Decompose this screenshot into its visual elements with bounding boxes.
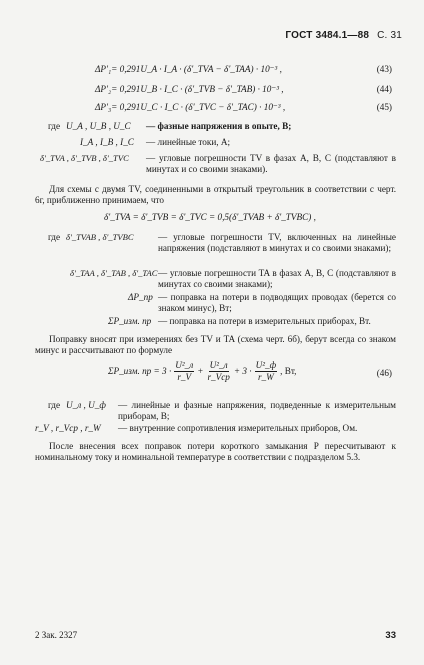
page-number-bottom: 33 <box>385 629 396 641</box>
definition-symbol: ΔP_пр <box>128 292 153 302</box>
equation-43 <box>95 64 282 75</box>
definition-text: — фазные напряжения в опыте, В; <box>146 121 292 131</box>
equation-number: (46) <box>376 368 392 378</box>
paragraph: После внесения всех поправок потери короткого замыкания P пересчитывают к номинальному току и номинальной температуре в соответствии с подразделом 5.3. <box>35 441 396 462</box>
definition-text: — поправка на потери в измерительных приборах, Вт. <box>158 316 371 326</box>
definition-symbol: δ'_TAA , δ'_TAB , δ'_TAC <box>70 268 158 278</box>
equation-text: ΔP'₃= 0,291U_C · I_C · (δ'_TVC − δ'_TAC) · 10⁻³ , <box>95 102 286 112</box>
definition-text: — внутренние сопротивления измерительных приборов, Ом. <box>118 423 358 433</box>
definition-symbol: r_V , r_Vср , r_W <box>35 423 101 433</box>
fraction: $\frac{\text{U²\_ф}}{r\_W}$ <box>255 360 277 382</box>
definition-text: — поправка на потери в подводящих проводах (берется со знаком минус), Вт; <box>158 292 396 313</box>
standard-title: ГОСТ 3484.1—88 <box>285 30 370 41</box>
definition-text: — угловые погрешности TV, включенных на линейные напряжения (подставляют в минутах и со своими знаками); <box>158 232 396 253</box>
page-header <box>285 30 402 42</box>
fraction: $\frac{\text{U²\_л}}{r\_V}$ <box>175 360 194 382</box>
equation-44 <box>95 84 284 95</box>
definition-text: — линейные и фазные напряжения, подведенные к измерительным приборам, В; <box>118 400 396 421</box>
fraction: $\frac{\text{U²\_л}}{\text{r\_Vср}}$ <box>207 360 230 382</box>
equation-text: ΔP'₂= 0,291U_B · I_C · (δ'_TVB − δ'_TAB) · 10⁻³ , <box>95 84 284 94</box>
definition-text: — угловые погрешности TA в фазах А, В, С (подставляют в минутах со своими знаками); <box>158 268 396 289</box>
definition-prefix: где <box>48 121 61 131</box>
definition-text: — линейные токи, А; <box>146 137 231 147</box>
order-number: 2 Зак. 2327 <box>35 630 78 641</box>
paragraph: Для схемы с двумя TV, соединенными в открытый треугольник в соответствии с черт. 6г, приближенно принимаем, что <box>35 184 396 205</box>
equation-text: ΔP'₁= 0,291U_A · I_A · (δ'_TVA − δ'_TAA) · 10⁻³ , <box>95 64 282 74</box>
equation-45 <box>95 102 285 113</box>
paragraph: Поправку вносят при измерениях без TV и TA (схема черт. 6б), берут всегда со знаком минус и рассчитывают по формуле <box>35 334 396 355</box>
equation-number: (43) <box>376 64 392 74</box>
definition-text: — угловые погрешности TV в фазах А, В, С (подставляют в минутах и со своими знаками). <box>146 153 397 174</box>
equation-number: (44) <box>376 84 392 94</box>
definition-symbol: U_A , U_B , U_C <box>66 121 131 131</box>
definition-symbol: U_л , U_ф <box>66 400 106 410</box>
definition-symbol: ΣP_изм. пр <box>108 316 152 326</box>
definition-symbol: δ'_TVA , δ'_TVB , δ'_TVC <box>40 153 129 163</box>
equation-angular: δ'_TVA = δ'_TVB = δ'_TVC = 0,5(δ'_TVAB + δ'_TVBC) , <box>104 212 316 222</box>
definition-symbol: I_A , I_B , I_C <box>80 137 134 147</box>
page-number-top: С. 31 <box>377 30 402 41</box>
definition-prefix: где <box>48 232 61 242</box>
eq46-lhs: ΣP_изм. пр = 3 · <box>108 365 172 376</box>
equation-46: ΣP_изм. пр = 3 · $\frac{\text{U²\_л}}{r\_V}$ + $\frac{\text{U²\_л}}{\text{r\_Vср}}$ + 3 · $\frac{\text{U²\_ф}}{r\_W}$ , Вт, <box>108 360 297 382</box>
equation-number: (45) <box>376 102 392 112</box>
definition-prefix: где <box>48 400 61 410</box>
definition-symbol: δ'_TVAB , δ'_TVBC <box>66 232 134 242</box>
